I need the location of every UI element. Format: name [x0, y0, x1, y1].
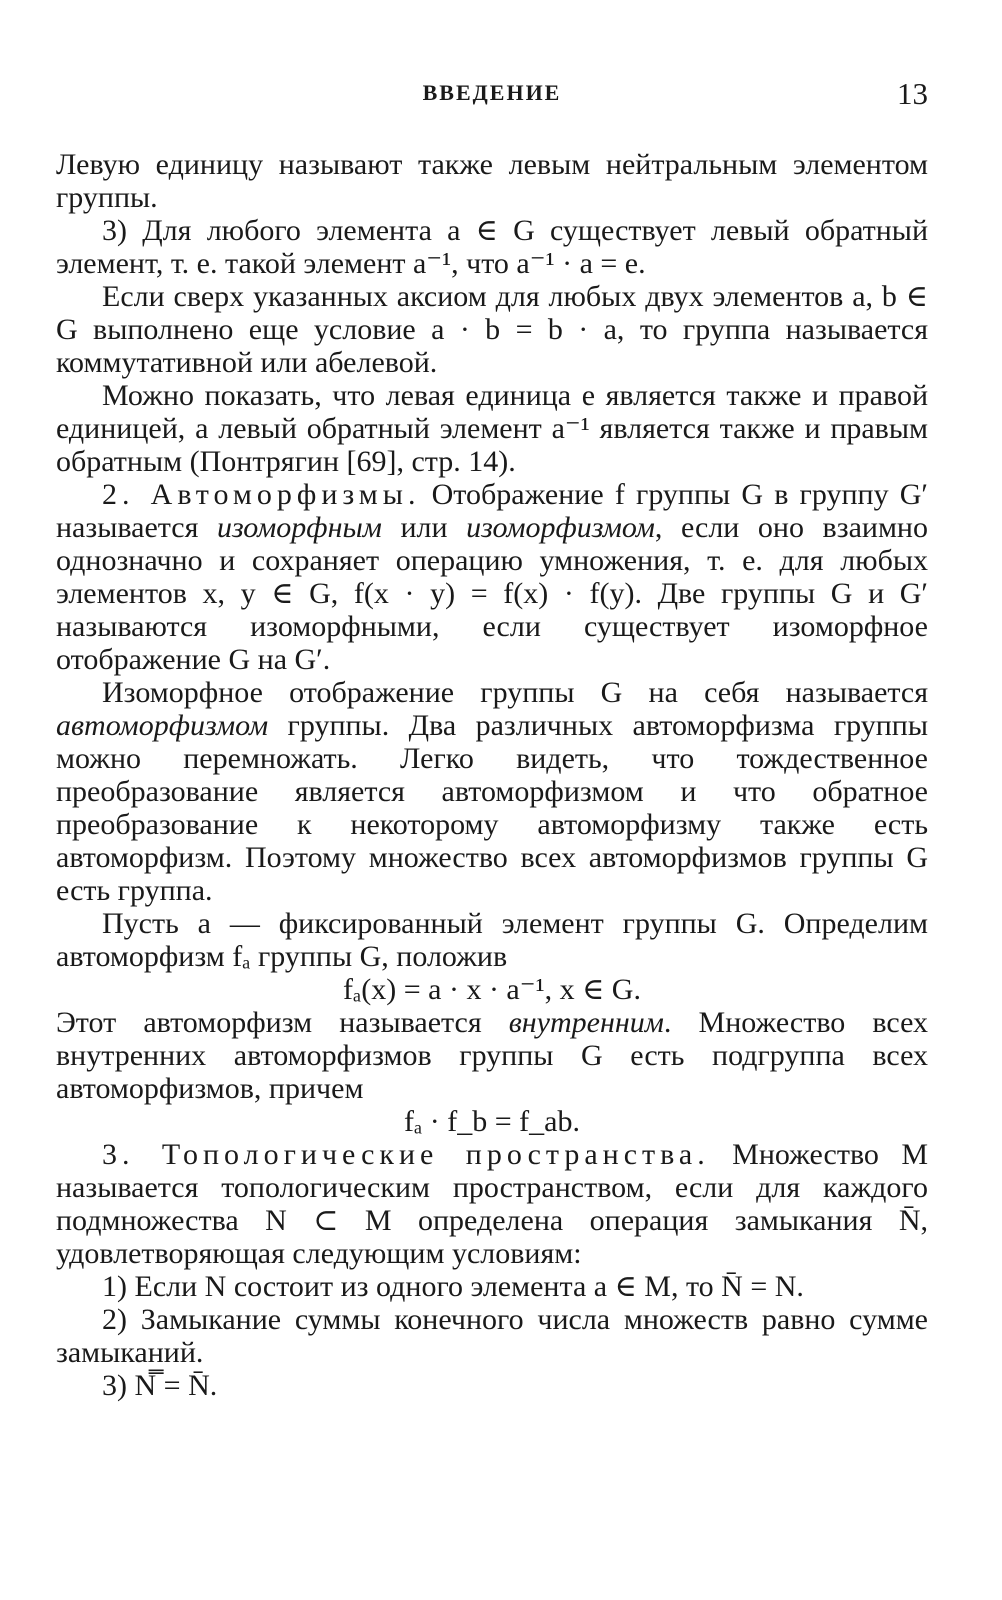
paragraph: 2) Замыкание суммы конечного числа множеств равно сумме замыканий. — [56, 1303, 928, 1369]
text-run: группы. Два различных автоморфизма группы можно перемножать. Легко видеть, что тождественное преобразование является автоморфизмом и что обратное преобразование к некоторому автоморфизму также есть автоморфизм. Поэтому множество всех автоморфизмов группы G есть группа. — [56, 709, 928, 907]
formula: fₐ(x) = a · x · a⁻¹, x ∈ G. — [343, 973, 641, 1006]
paragraph: Пусть a — фиксированный элемент группы G. Определим автоморфизм fₐ группы G, положив — [56, 907, 928, 973]
text-run: Этот автоморфизм называется — [56, 1006, 509, 1039]
section-heading: 2. Автоморфизмы. — [102, 478, 421, 511]
chapter-title: ВВЕДЕНИЕ — [422, 80, 562, 105]
section-paragraph — [56, 1138, 928, 1270]
paragraph: 1) Если N состоит из одного элемента a ∈ M, то N̄ = N. — [102, 1270, 804, 1303]
paragraph: Если сверх указанных аксиом для любых двух элементов a, b ∈ G выполнено еще условие a · b = b · a, то группа называется коммутативной или абелевой. — [56, 280, 928, 379]
paragraph: 3) Для любого элемента a ∈ G существует левый обратный элемент, т. е. такой элемент a⁻¹, что a⁻¹ · a = e. — [56, 214, 928, 280]
text-run: . Множество всех внутренних автоморфизмов группы G есть подгруппа всех автоморфизмов, причем — [56, 1006, 929, 1105]
text-run: , если оно взаимно однозначно и сохраняет операцию умножения, т. е. для любых элементов x, y ∈ G, f(x · y) = f(x) · f(y). Две группы G и G′ называются изоморфными, если существует изоморфное отображение G на G′. — [56, 511, 928, 676]
paragraph: Левую единицу называют также левым нейтральным элементом группы. — [56, 148, 928, 214]
section-heading: 3. Топологические пространства. — [102, 1138, 710, 1171]
paragraph — [56, 676, 928, 907]
term: изоморфным — [216, 511, 382, 544]
text-run: или — [381, 511, 467, 544]
formula: fₐ · f_b = f_ab. — [404, 1105, 580, 1138]
term: автоморфизмом — [56, 709, 269, 742]
paragraph: 3) N̿ = N̄. — [102, 1369, 218, 1402]
paragraph — [56, 1006, 928, 1105]
text-run: Изоморфное отображение группы G на себя называется — [102, 676, 928, 709]
term: изоморфизмом — [466, 511, 655, 544]
paragraph: Можно показать, что левая единица e является также и правой единицей, а левый обратный элемент a⁻¹ является также и правым обратным (Понтрягин [69], стр. 14). — [56, 379, 928, 478]
term: внутренним — [508, 1006, 664, 1039]
text-run: Множество M называется топологическим пространством, если для каждого подмножества N ⊂ M определена операция замыкания N̄, удовлетворяющая следующим условиям: — [56, 1138, 928, 1270]
body-text — [56, 148, 928, 1402]
text-run: Отображение f группы G в группу G′ называется — [56, 478, 928, 544]
running-head — [56, 76, 928, 114]
page-number: 13 — [897, 76, 928, 111]
section-paragraph — [56, 478, 928, 676]
